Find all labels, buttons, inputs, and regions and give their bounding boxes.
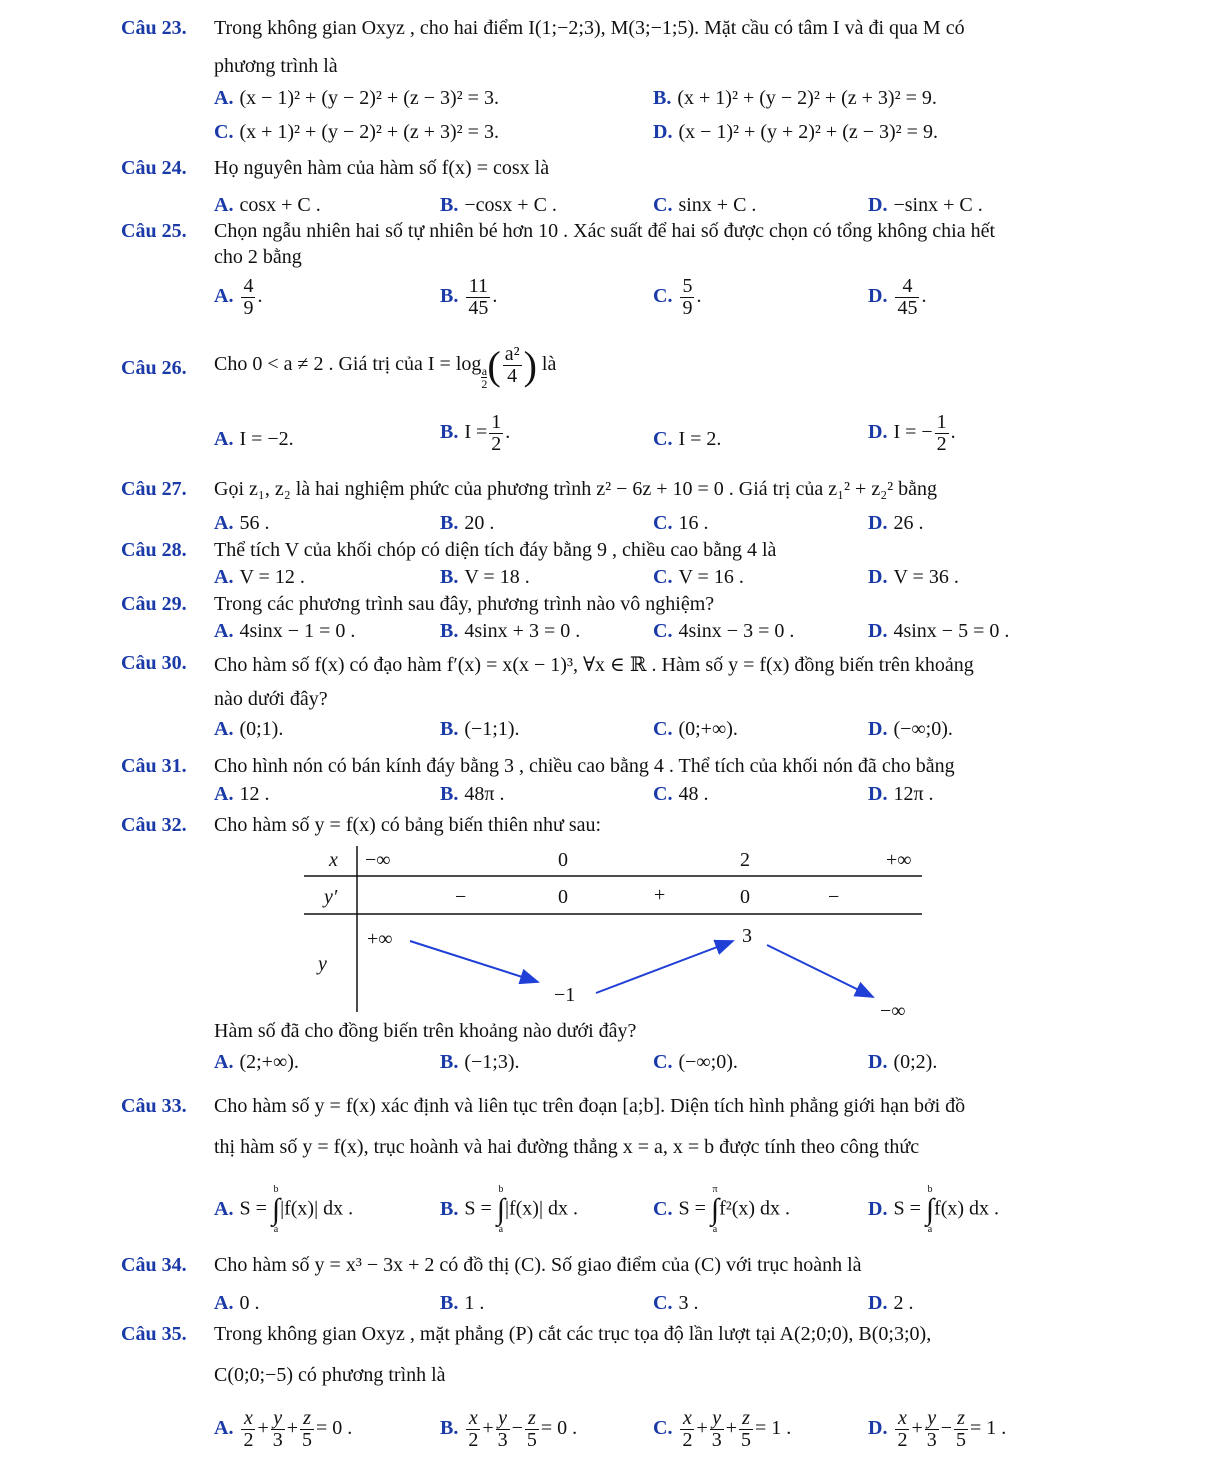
fraction bbox=[241, 1408, 255, 1451]
option-letter: C. bbox=[653, 194, 673, 216]
q26-option-d[interactable]: D. I = − $\frac{1}{2}$ . bbox=[868, 411, 956, 455]
option-letter: C. bbox=[653, 783, 673, 805]
q34-stem: Cho hàm số y = x³ − 3x + 2 có đồ thị (C). Số giao điểm của (C) với trục hoành là bbox=[214, 1254, 862, 1276]
fraction-denominator: 9 bbox=[243, 297, 254, 319]
option-text: (−∞;0). bbox=[678, 1051, 738, 1073]
q34-option-c[interactable] bbox=[653, 1292, 698, 1315]
option-text: (−∞;0). bbox=[893, 718, 953, 740]
fraction-numerator: 4 bbox=[895, 276, 919, 298]
fraction-denominator: 2 bbox=[468, 1429, 479, 1451]
q34-option-d[interactable] bbox=[868, 1292, 913, 1315]
option-text: 26 . bbox=[893, 512, 924, 534]
x-value: 0 bbox=[558, 849, 568, 871]
fraction bbox=[680, 1408, 694, 1451]
q27-option-a[interactable] bbox=[214, 512, 269, 535]
x-value: +∞ bbox=[886, 849, 912, 871]
option-letter: B. bbox=[440, 512, 459, 534]
integral-lower: a bbox=[498, 1224, 504, 1235]
option-text: 4sinx − 3 = 0 . bbox=[678, 620, 795, 642]
q30-option-b[interactable] bbox=[440, 718, 520, 741]
right-paren: ) bbox=[523, 343, 537, 388]
option-letter: B. bbox=[440, 620, 459, 642]
q27-label: Câu 27. bbox=[121, 478, 187, 500]
option-letter: D. bbox=[868, 421, 888, 444]
fraction-denominator: 5 bbox=[526, 1429, 537, 1451]
q23-option-d[interactable] bbox=[653, 121, 938, 144]
option-letter: C. bbox=[653, 620, 673, 642]
option-text: S = bbox=[239, 1197, 267, 1220]
fraction-numerator: z bbox=[739, 1408, 753, 1430]
option-letter: A. bbox=[214, 783, 234, 805]
fraction-numerator: y bbox=[496, 1408, 510, 1430]
fraction-numerator: y bbox=[271, 1408, 285, 1430]
log-argument bbox=[503, 344, 522, 387]
fraction bbox=[466, 1408, 480, 1451]
option-letter: A. bbox=[214, 194, 234, 216]
q25-option-c[interactable]: C. $\frac{5}{9}$ . bbox=[653, 275, 702, 319]
q24-option-b[interactable] bbox=[440, 194, 557, 217]
fraction bbox=[525, 1408, 539, 1451]
q34-option-a[interactable] bbox=[214, 1292, 259, 1315]
option-letter: D. bbox=[868, 285, 888, 308]
option-letter: C. bbox=[653, 1051, 673, 1073]
equation-rhs: = 1 . bbox=[970, 1417, 1007, 1440]
fraction-numerator: 1 bbox=[491, 411, 502, 433]
option-text: 4sinx − 5 = 0 . bbox=[893, 620, 1010, 642]
option-letter: B. bbox=[440, 1292, 459, 1314]
option-text: 2 . bbox=[893, 1292, 914, 1314]
integral-upper: π bbox=[712, 1184, 718, 1195]
option-letter: C. bbox=[653, 718, 673, 740]
option-text: 48π . bbox=[464, 783, 505, 805]
q25-option-d[interactable]: D. $\frac{4}{45}$ . bbox=[868, 275, 927, 319]
q35-label: Câu 35. bbox=[121, 1323, 187, 1345]
fraction-denominator: 3 bbox=[272, 1429, 283, 1451]
fraction bbox=[680, 276, 694, 319]
q23-option-b[interactable] bbox=[653, 87, 937, 110]
integral-sign: b ∫ a bbox=[496, 1184, 505, 1235]
fraction bbox=[496, 1408, 510, 1451]
option-letter: D. bbox=[868, 566, 888, 588]
fraction-denominator: 2 bbox=[897, 1429, 908, 1451]
fraction-numerator: 5 bbox=[682, 275, 693, 297]
option-text: V = 12 . bbox=[239, 566, 305, 588]
option-letter: A. bbox=[214, 512, 234, 534]
q28-option-c[interactable] bbox=[653, 566, 744, 589]
q27-option-d[interactable] bbox=[868, 512, 923, 535]
q30-label: Câu 30. bbox=[121, 652, 187, 674]
fraction bbox=[271, 1408, 285, 1451]
fraction-numerator: x bbox=[680, 1408, 694, 1430]
fraction bbox=[739, 1408, 753, 1451]
option-text: V = 18 . bbox=[464, 566, 530, 588]
option-text: I = 2. bbox=[678, 428, 722, 450]
option-letter: D. bbox=[868, 783, 888, 805]
derivative-zero: 0 bbox=[558, 886, 568, 908]
option-letter: C. bbox=[653, 285, 673, 308]
q31-option-d[interactable] bbox=[868, 783, 934, 806]
q29-option-a[interactable] bbox=[214, 620, 355, 643]
option-text: −sinx + C . bbox=[893, 194, 983, 216]
option-letter: C. bbox=[653, 1292, 673, 1314]
integral-lower: a bbox=[927, 1224, 933, 1235]
q25-label: Câu 25. bbox=[121, 220, 187, 242]
q32-label: Câu 32. bbox=[121, 814, 187, 836]
option-letter: B. bbox=[440, 1417, 459, 1440]
option-text: 3 . bbox=[678, 1292, 699, 1314]
q25-option-b[interactable]: B. $\frac{11}{45}$ . bbox=[440, 275, 498, 319]
option-text: (0;2). bbox=[893, 1051, 938, 1073]
option-text: 0 . bbox=[239, 1292, 260, 1314]
fraction-denominator: 2 bbox=[936, 433, 947, 455]
option-letter: A. bbox=[214, 1197, 234, 1220]
option-text: (x + 1)² + (y − 2)² + (z + 3)² = 9. bbox=[677, 87, 937, 109]
fraction-numerator: z bbox=[525, 1408, 539, 1430]
y-value: −∞ bbox=[880, 1000, 906, 1022]
option-letter: B. bbox=[440, 718, 459, 740]
q32-option-a[interactable] bbox=[214, 1051, 299, 1074]
q35-option-c[interactable] bbox=[653, 1408, 791, 1451]
option-text: S = bbox=[893, 1197, 921, 1220]
option-letter: A. bbox=[214, 1051, 234, 1073]
operator: + bbox=[482, 1417, 494, 1440]
option-letter: A. bbox=[214, 87, 234, 109]
q28-option-b[interactable] bbox=[440, 566, 530, 589]
q29-option-b[interactable] bbox=[440, 620, 580, 643]
option-text: (2;+∞). bbox=[239, 1051, 299, 1073]
q28-option-a[interactable] bbox=[214, 566, 305, 589]
q24-option-d[interactable] bbox=[868, 194, 983, 217]
option-text: 20 . bbox=[464, 512, 495, 534]
option-text: 4sinx + 3 = 0 . bbox=[464, 620, 581, 642]
fraction bbox=[935, 412, 949, 455]
option-letter: B. bbox=[440, 783, 459, 805]
option-text: S = bbox=[464, 1197, 492, 1220]
q27-stem: Gọi z₁, z₂ là hai nghiệm phức của phương trình z² − 6z + 10 = 0 . Giá trị của z₁² + z₂² bằng bbox=[214, 478, 938, 500]
q25-stem-line1: Chọn ngẫu nhiên hai số tự nhiên bé hơn 10 . Xác suất để hai số được chọn có tổng không chia hết bbox=[214, 220, 996, 242]
fraction-denominator: 3 bbox=[926, 1429, 937, 1451]
option-text: (0;+∞). bbox=[678, 718, 738, 740]
q33-stem-line2: thị hàm số y = f(x), trục hoành và hai đường thẳng x = a, x = b được tính theo công thức bbox=[214, 1136, 920, 1158]
q33-option-a[interactable] bbox=[214, 1185, 353, 1235]
equation-rhs: = 0 . bbox=[540, 1417, 578, 1440]
q24-stem: Họ nguyên hàm của hàm số f(x) = cosx là bbox=[214, 157, 550, 179]
y-value: −1 bbox=[554, 984, 576, 1006]
q29-option-d[interactable] bbox=[868, 620, 1009, 643]
q26-option-a[interactable] bbox=[214, 428, 294, 451]
option-letter: D. bbox=[868, 1197, 888, 1220]
option-letter: A. bbox=[214, 1292, 234, 1314]
q31-label: Câu 31. bbox=[121, 755, 187, 777]
q30-stem-line2: nào dưới đây? bbox=[214, 688, 328, 710]
q28-stem: Thể tích V của khối chóp có diện tích đáy bằng 9 , chiều cao bằng 4 là bbox=[214, 539, 777, 561]
row-label-x: x bbox=[329, 849, 338, 871]
q34-label: Câu 34. bbox=[121, 1254, 187, 1276]
fraction-numerator: x bbox=[241, 1408, 255, 1430]
option-letter: C. bbox=[653, 1417, 673, 1440]
option-text: V = 16 . bbox=[678, 566, 744, 588]
option-text: I = − bbox=[893, 421, 933, 444]
option-letter: A. bbox=[214, 718, 234, 740]
integral-sign: b ∫ a bbox=[925, 1184, 935, 1235]
derivative-sign: − bbox=[455, 886, 467, 908]
operator: + bbox=[696, 1417, 708, 1440]
derivative-sign: − bbox=[828, 886, 840, 908]
q33-label: Câu 33. bbox=[121, 1095, 187, 1117]
log-argument-numerator: a² bbox=[504, 343, 520, 365]
q24-option-a[interactable] bbox=[214, 194, 321, 217]
operator: − bbox=[511, 1417, 523, 1440]
fraction-denominator: 5 bbox=[302, 1429, 313, 1451]
option-text: 56 . bbox=[239, 512, 270, 534]
integral-lower: a bbox=[273, 1224, 279, 1235]
option-text: I = bbox=[464, 421, 488, 444]
q33-option-d[interactable] bbox=[868, 1185, 999, 1235]
q32-question: Hàm số đã cho đồng biến trên khoảng nào dưới đây? bbox=[214, 1020, 637, 1042]
q29-stem: Trong các phương trình sau đây, phương trình nào vô nghiệm? bbox=[214, 593, 715, 615]
x-value: −∞ bbox=[365, 849, 391, 871]
q29-option-c[interactable] bbox=[653, 620, 794, 643]
q30-stem-line1: Cho hàm số f(x) có đạo hàm f′(x) = x(x − 1)³, ∀x ∈ ℝ . Hàm số y = f(x) đồng biến trên khoảng bbox=[214, 654, 974, 676]
integral-upper: b bbox=[498, 1184, 504, 1195]
option-letter: C. bbox=[214, 121, 234, 143]
fraction-numerator: x bbox=[466, 1408, 480, 1430]
q35-option-b[interactable] bbox=[440, 1408, 577, 1451]
q24-option-c[interactable] bbox=[653, 194, 756, 217]
q30-option-a[interactable] bbox=[214, 718, 283, 741]
fraction bbox=[710, 1408, 724, 1451]
q25-option-a[interactable]: A. $\frac{4}{9}$ . bbox=[214, 275, 263, 319]
x-value: 2 bbox=[740, 849, 750, 871]
fraction-denominator: 45 bbox=[468, 297, 489, 319]
log-base-numerator: a bbox=[481, 364, 488, 379]
option-text: 12π . bbox=[893, 783, 934, 805]
q31-stem: Cho hình nón có bán kính đáy bằng 3 , chiều cao bằng 4 . Thể tích của khối nón đã cho bằng bbox=[214, 755, 955, 777]
integral-sign: π ∫ a bbox=[710, 1184, 720, 1235]
q35-stem-line1: Trong không gian Oxyz , mặt phẳng (P) cắt các trục tọa độ lần lượt tại A(2;0;0), B(0;3;0), bbox=[214, 1323, 932, 1345]
fraction-numerator: z bbox=[954, 1408, 968, 1430]
q24-label: Câu 24. bbox=[121, 157, 187, 179]
q35-stem-line2: C(0;0;−5) có phương trình là bbox=[214, 1364, 446, 1386]
fraction-numerator: 1 bbox=[936, 411, 947, 433]
q30-option-d[interactable] bbox=[868, 718, 953, 741]
row-label-y-prime: y′ bbox=[324, 886, 338, 908]
option-text: −cosx + C . bbox=[464, 194, 557, 216]
option-text: V = 36 . bbox=[893, 566, 959, 588]
q27-option-c[interactable] bbox=[653, 512, 708, 535]
fraction bbox=[895, 1408, 909, 1451]
integrand: |f(x)| dx . bbox=[504, 1197, 578, 1220]
integrand: |f(x)| dx . bbox=[280, 1197, 354, 1220]
option-text: 1 . bbox=[464, 1292, 485, 1314]
fraction bbox=[466, 276, 490, 319]
option-text: I = −2. bbox=[239, 428, 294, 450]
q26-stem-text: Cho 0 < a ≠ 2 . Giá trị của I = log bbox=[214, 353, 482, 376]
q32-option-d[interactable] bbox=[868, 1051, 937, 1074]
integral-upper: b bbox=[273, 1184, 279, 1195]
q30-option-c[interactable] bbox=[653, 718, 738, 741]
option-letter: D. bbox=[868, 512, 888, 534]
option-letter: B. bbox=[440, 566, 459, 588]
log-argument-denominator: 4 bbox=[507, 365, 518, 387]
integrand: f²(x) dx . bbox=[719, 1197, 791, 1220]
option-text: sinx + C . bbox=[678, 194, 757, 216]
q31-option-b[interactable] bbox=[440, 783, 504, 806]
option-letter: B. bbox=[440, 421, 459, 444]
option-letter: D. bbox=[868, 718, 888, 740]
q35-option-d[interactable] bbox=[868, 1408, 1006, 1451]
q27-option-b[interactable] bbox=[440, 512, 494, 535]
fraction bbox=[925, 1408, 939, 1451]
fraction-denominator: 45 bbox=[897, 297, 918, 319]
option-text: S = bbox=[678, 1197, 706, 1220]
arrow-increasing bbox=[596, 941, 733, 993]
fraction-numerator: y bbox=[710, 1408, 724, 1430]
option-letter: B. bbox=[440, 285, 459, 308]
operator: − bbox=[940, 1417, 953, 1440]
q28-label: Câu 28. bbox=[121, 539, 187, 561]
q26-option-b[interactable]: B. I = $\frac{1}{2}$ . bbox=[440, 411, 511, 455]
integral-upper: b bbox=[927, 1184, 933, 1195]
fraction-denominator: 2 bbox=[491, 433, 502, 455]
equation-rhs: = 0 . bbox=[316, 1417, 353, 1440]
integral-lower: a bbox=[712, 1224, 718, 1235]
q26-option-c[interactable] bbox=[653, 428, 721, 451]
operator: + bbox=[725, 1417, 738, 1440]
equation-rhs: = 1 . bbox=[755, 1417, 792, 1440]
option-letter: C. bbox=[653, 566, 673, 588]
option-text: (x − 1)² + (y + 2)² + (z − 3)² = 9. bbox=[678, 121, 938, 143]
q26-stem-end: là bbox=[541, 353, 557, 376]
option-letter: D. bbox=[868, 1417, 888, 1440]
arrow-decreasing-2 bbox=[767, 945, 873, 997]
q31-option-a[interactable] bbox=[214, 783, 269, 806]
option-letter: A. bbox=[214, 1417, 234, 1440]
option-text: (0;1). bbox=[239, 718, 284, 740]
row-label-y: y bbox=[318, 953, 327, 975]
q23-option-c[interactable] bbox=[214, 121, 499, 144]
integral-sign: b ∫ a bbox=[271, 1184, 281, 1235]
q23-stem-line1: Trong không gian Oxyz , cho hai điểm I(1;−2;3), M(3;−1;5). Mặt cầu có tâm I và đi qua M có bbox=[214, 17, 965, 39]
fraction-numerator: z bbox=[300, 1408, 314, 1430]
q23-option-a[interactable] bbox=[214, 87, 499, 110]
q26-label: Câu 26. bbox=[121, 357, 187, 379]
q34-option-b[interactable] bbox=[440, 1292, 484, 1315]
fraction-denominator: 5 bbox=[956, 1429, 967, 1451]
option-letter: D. bbox=[868, 194, 888, 216]
fraction-denominator: 3 bbox=[497, 1429, 508, 1451]
operator: + bbox=[286, 1417, 299, 1440]
option-letter: D. bbox=[868, 1051, 888, 1073]
fraction-numerator: 4 bbox=[243, 275, 254, 297]
option-letter: C. bbox=[653, 1197, 673, 1220]
fraction-denominator: 2 bbox=[243, 1429, 254, 1451]
q32-stem: Cho hàm số y = f(x) có bảng biến thiên như sau: bbox=[214, 814, 602, 836]
log-base-denominator: 2 bbox=[481, 377, 488, 392]
fraction bbox=[241, 276, 255, 319]
operator: + bbox=[257, 1417, 269, 1440]
option-letter: A. bbox=[214, 620, 234, 642]
fraction-numerator: x bbox=[895, 1408, 909, 1430]
fraction-numerator: y bbox=[925, 1408, 939, 1430]
option-letter: C. bbox=[653, 428, 673, 450]
fraction bbox=[895, 276, 919, 319]
derivative-sign: + bbox=[654, 884, 666, 906]
option-text: cosx + C . bbox=[239, 194, 321, 216]
option-letter: A. bbox=[214, 428, 234, 450]
option-letter: A. bbox=[214, 566, 234, 588]
option-letter: D. bbox=[653, 121, 673, 143]
fraction-numerator: 11 bbox=[466, 276, 490, 298]
fraction bbox=[489, 412, 503, 455]
left-paren: ( bbox=[487, 343, 501, 388]
q33-option-b[interactable] bbox=[440, 1185, 578, 1235]
option-letter: D. bbox=[868, 620, 888, 642]
y-value: 3 bbox=[742, 925, 752, 947]
option-text: 48 . bbox=[678, 783, 709, 805]
q33-option-c[interactable] bbox=[653, 1185, 790, 1235]
q28-option-d[interactable] bbox=[868, 566, 959, 589]
option-text: (−1;1). bbox=[464, 718, 520, 740]
option-text: 16 . bbox=[678, 512, 709, 534]
option-text: (x − 1)² + (y − 2)² + (z − 3)² = 3. bbox=[239, 87, 499, 109]
q32-option-c[interactable] bbox=[653, 1051, 738, 1074]
y-value: +∞ bbox=[367, 928, 393, 950]
q32-option-b[interactable] bbox=[440, 1051, 520, 1074]
derivative-zero: 0 bbox=[740, 886, 750, 908]
fraction bbox=[954, 1408, 968, 1451]
operator: + bbox=[911, 1417, 923, 1440]
fraction-denominator: 3 bbox=[711, 1429, 722, 1451]
option-text: 4sinx − 1 = 0 . bbox=[239, 620, 356, 642]
q23-stem-line2: phương trình là bbox=[214, 55, 338, 77]
option-letter: D. bbox=[868, 1292, 888, 1314]
q25-stem-line2: cho 2 bằng bbox=[214, 246, 302, 268]
q33-stem-line1: Cho hàm số y = f(x) xác định và liên tục trên đoạn [a;b]. Diện tích hình phẳng giới hạn bởi đồ bbox=[214, 1095, 966, 1117]
option-letter: B. bbox=[440, 1197, 459, 1220]
q31-option-c[interactable] bbox=[653, 783, 708, 806]
option-text: (x + 1)² + (y − 2)² + (z + 3)² = 3. bbox=[239, 121, 499, 143]
q35-option-a[interactable] bbox=[214, 1408, 352, 1451]
fraction-denominator: 9 bbox=[682, 297, 693, 319]
option-letter: C. bbox=[653, 512, 673, 534]
fraction-denominator: 5 bbox=[741, 1429, 752, 1451]
option-text: (−1;3). bbox=[464, 1051, 520, 1073]
integrand: f(x) dx . bbox=[934, 1197, 1000, 1220]
arrow-decreasing-1 bbox=[410, 941, 538, 982]
option-letter: B. bbox=[653, 87, 672, 109]
fraction bbox=[300, 1408, 314, 1451]
option-letter: B. bbox=[440, 1051, 459, 1073]
fraction-denominator: 2 bbox=[682, 1429, 693, 1451]
option-text: 12 . bbox=[239, 783, 270, 805]
q29-label: Câu 29. bbox=[121, 593, 187, 615]
option-letter: B. bbox=[440, 194, 459, 216]
q26-stem bbox=[214, 342, 556, 390]
option-letter: A. bbox=[214, 285, 234, 308]
q23-label: Câu 23. bbox=[121, 17, 187, 39]
